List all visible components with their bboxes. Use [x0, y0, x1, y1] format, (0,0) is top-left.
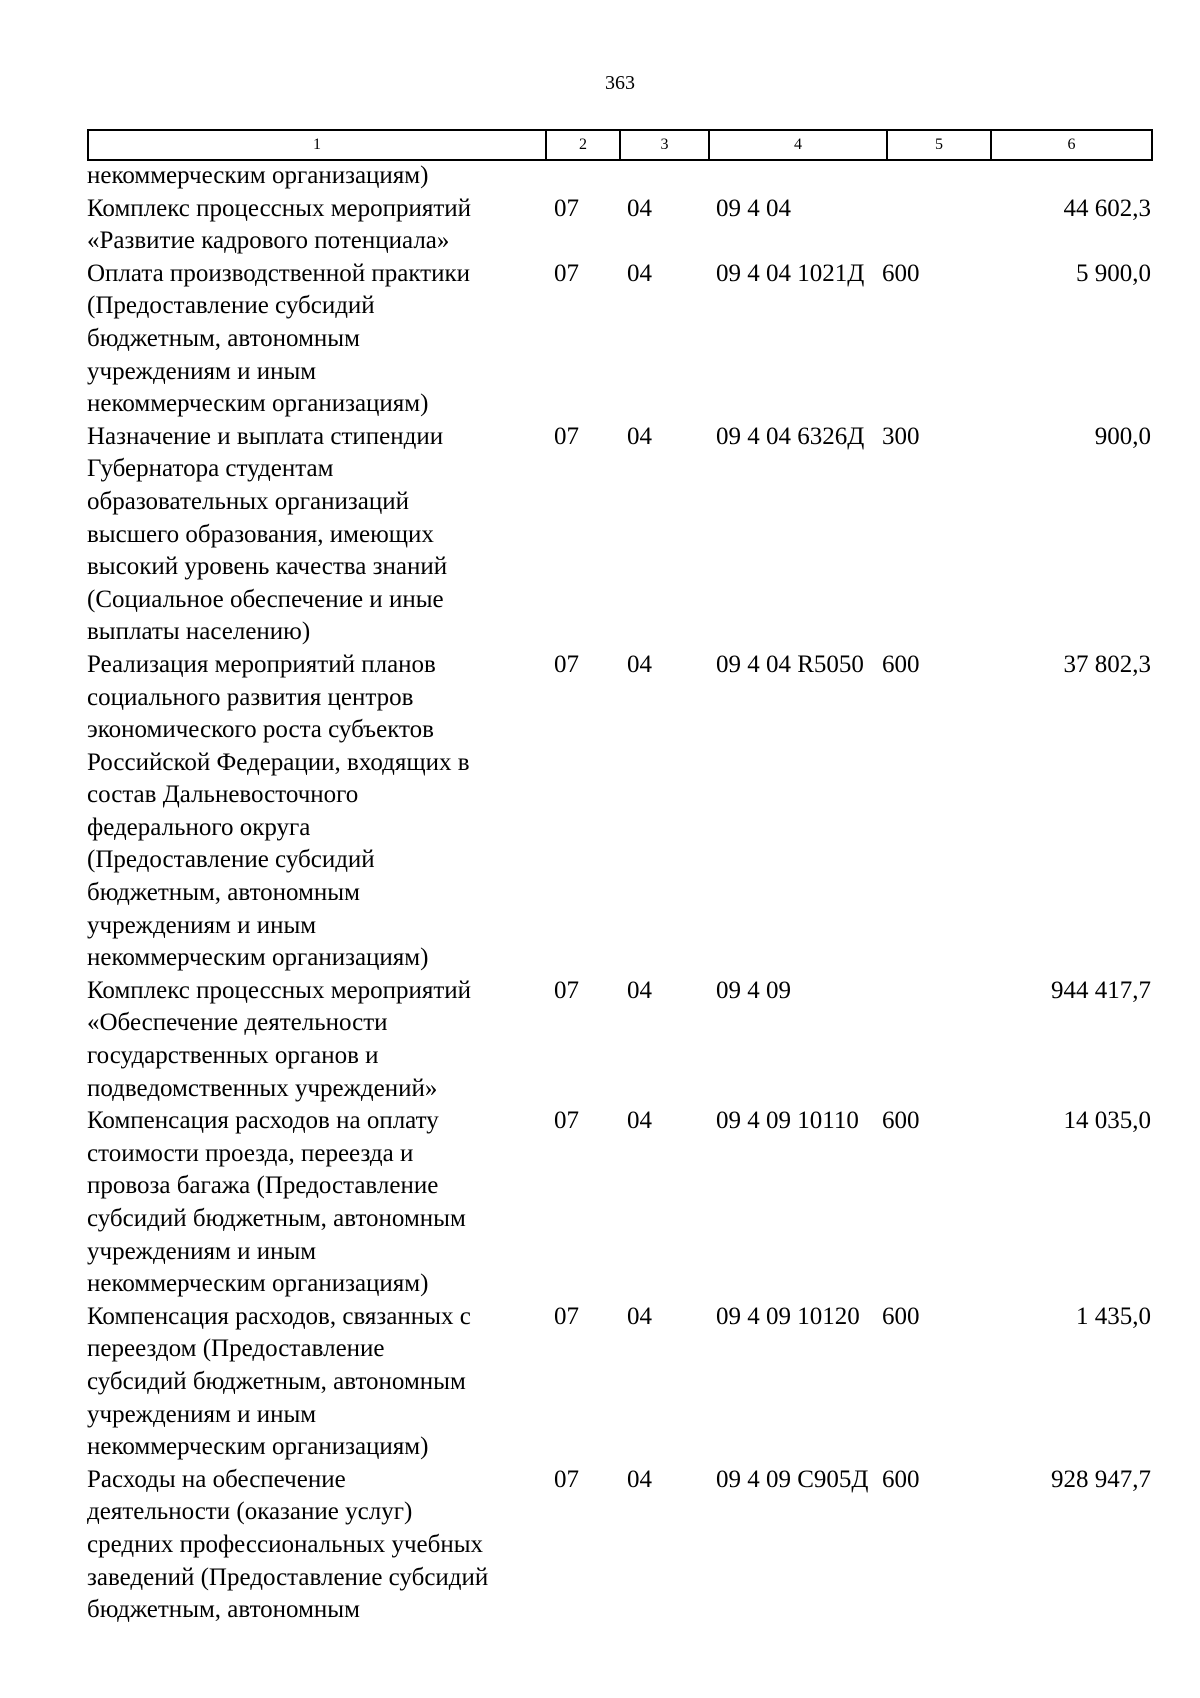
row-subsection: 04	[627, 976, 652, 1004]
row-subsection: 04	[627, 422, 652, 450]
row-subsection: 04	[627, 1465, 652, 1493]
row-amount: 944 417,7	[1051, 976, 1151, 1004]
row-name: Оплата производственной практики (Предоставление субсидий бюджетным, автономным учреждениям и иным некоммерческим организациям)	[87, 259, 470, 418]
row-amount: 928 947,7	[1051, 1465, 1151, 1493]
table-row	[87, 975, 1151, 1105]
table-row	[87, 649, 1151, 975]
column-header-table	[87, 129, 1153, 161]
row-section: 07	[554, 422, 579, 450]
row-target: 09 4 09	[716, 976, 791, 1004]
table-row	[87, 421, 1151, 649]
table-row	[87, 193, 1151, 258]
table-row	[87, 1301, 1151, 1464]
row-expense-type: 600	[882, 259, 920, 287]
row-expense-type: 600	[882, 1302, 920, 1330]
row-target: 09 4 04 R5050	[716, 650, 864, 678]
row-target: 09 4 09 10120	[716, 1302, 860, 1330]
row-section: 07	[554, 1107, 579, 1135]
row-expense-type: 600	[882, 1107, 920, 1135]
row-subsection: 04	[627, 1107, 652, 1135]
row-target: 09 4 04 1021Д	[716, 259, 865, 287]
column-header-4: 4	[709, 130, 887, 160]
row-amount: 1 435,0	[1076, 1302, 1151, 1330]
row-target: 09 4 04 6326Д	[716, 422, 865, 450]
column-header-1: 1	[88, 130, 546, 160]
row-section: 07	[554, 1465, 579, 1493]
column-header-3: 3	[620, 130, 709, 160]
row-amount: 5 900,0	[1076, 259, 1151, 287]
row-name: Компенсация расходов, связанных с переездом (Предоставление субсидий бюджетным, автономным учреждениям и иным некоммерческим организациям)	[87, 1302, 471, 1461]
row-expense-type: 300	[882, 422, 920, 450]
row-subsection: 04	[627, 650, 652, 678]
row-target: 09 4 04	[716, 194, 791, 222]
row-amount: 37 802,3	[1063, 650, 1151, 678]
row-subsection: 04	[627, 1302, 652, 1330]
column-header-2: 2	[546, 130, 620, 160]
row-name: Компенсация расходов на оплату стоимости проезда, переезда и провоза багажа (Предоставление субсидий бюджетным, автономным учреждениям и иным некоммерческим организациям)	[87, 1107, 466, 1298]
row-subsection: 04	[627, 194, 652, 222]
row-target: 09 4 09 10110	[716, 1107, 859, 1135]
row-section: 07	[554, 1302, 579, 1330]
row-subsection: 04	[627, 259, 652, 287]
row-target: 09 4 09 С905Д	[716, 1465, 869, 1493]
row-name: некоммерческим организациям)	[87, 162, 429, 189]
row-name: Реализация мероприятий планов социального развития центров экономического роста субъектов Российской Федерации, входящих в состав Дальневосточного федерального округа (Предоставление субсидий бюджетным, автономным учреждениям и иным некоммерческим организациям)	[87, 650, 470, 972]
row-name: Назначение и выплата стипендии Губернатора студентам образовательных организаций высшего образования, имеющих высокий уровень качества знаний (Социальное обеспечение и иные выплаты населению)	[87, 422, 448, 646]
row-section: 07	[554, 259, 579, 287]
table-row	[87, 160, 1151, 193]
column-header-row	[88, 130, 1152, 160]
row-expense-type: 600	[882, 650, 920, 678]
row-name: Комплекс процессных мероприятий «Обеспечение деятельности государственных органов и подведомственных учреждений»	[87, 976, 472, 1102]
table-row	[87, 258, 1151, 421]
row-name: Расходы на обеспечение деятельности (оказание услуг) средних профессиональных учебных заведений (Предоставление субсидий бюджетным, автономным	[87, 1465, 489, 1624]
row-section: 07	[554, 194, 579, 222]
row-expense-type: 600	[882, 1465, 920, 1493]
table-row	[87, 1464, 1151, 1627]
column-header-5: 5	[887, 130, 991, 160]
row-section: 07	[554, 650, 579, 678]
row-amount: 44 602,3	[1063, 194, 1151, 222]
budget-table-body	[87, 160, 1151, 1627]
row-amount: 14 035,0	[1063, 1107, 1151, 1135]
table-row	[87, 1105, 1151, 1301]
page-number: 363	[605, 72, 635, 94]
column-header-6: 6	[991, 130, 1152, 160]
row-section: 07	[554, 976, 579, 1004]
row-amount: 900,0	[1094, 422, 1151, 450]
row-name: Комплекс процессных мероприятий «Развитие кадрового потенциала»	[87, 194, 472, 255]
